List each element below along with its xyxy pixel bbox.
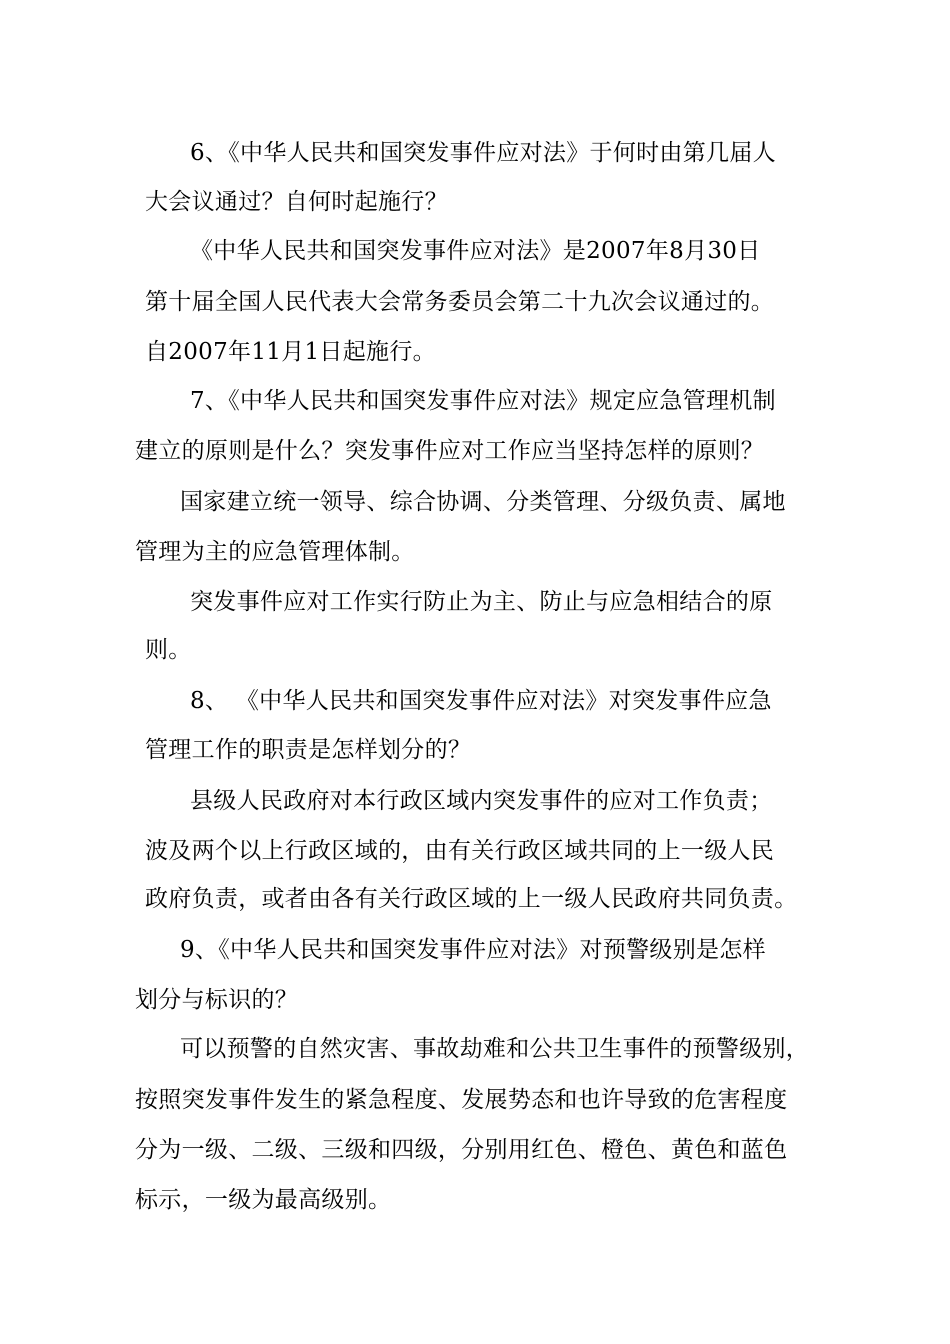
answer-6-line-1: 《中华人民共和国突发事件应对法》是2007年8月30日 [190, 238, 761, 264]
answer-7-line-4: 则。 [145, 637, 192, 663]
answer-7-line-2: 管理为主的应急管理体制。 [135, 539, 415, 565]
question-6-line-2: 大会议通过？自何时起施行？ [145, 189, 448, 215]
question-8-line-2: 管理工作的职责是怎样划分的？ [145, 737, 472, 763]
answer-7-line-3: 突发事件应对工作实行防止为主、防止与应急相结合的原 [190, 589, 773, 615]
answer-8-line-1: 县级人民政府对本行政区域内突发事件的应对工作负责； [190, 788, 773, 814]
question-7-line-1: 7、《中华人民共和国突发事件应对法》规定应急管理机制 [190, 388, 776, 414]
answer-9-line-3: 分为一级、二级、三级和四级，分别用红色、橙色、黄色和蓝色 [135, 1137, 788, 1163]
answer-9-line-4: 标示，一级为最高级别。 [135, 1187, 392, 1213]
answer-8-line-3: 政府负责，或者由各有关行政区域的上一级人民政府共同负责。 [145, 886, 798, 912]
question-9-line-1: 9、《中华人民共和国突发事件应对法》对预警级别是怎样 [180, 937, 766, 963]
answer-6-line-3: 自2007年11月1日起施行。 [145, 339, 436, 365]
answer-9-line-2: 按照突发事件发生的紧急程度、发展势态和也许导致的危害程度 [135, 1087, 788, 1113]
answer-6-line-2: 第十届全国人民代表大会常务委员会第二十九次会议通过的。 [145, 289, 775, 315]
question-9-line-2: 划分与标识的？ [135, 987, 299, 1013]
answer-8-line-2: 波及两个以上行政区域的，由有关行政区域共同的上一级人民 [145, 838, 775, 864]
answer-9-line-1: 可以预警的自然灾害、事故劫难和公共卫生事件的预警级别， [180, 1036, 810, 1062]
answer-7-line-1: 国家建立统一领导、综合协调、分类管理、分级负责、属地 [180, 489, 786, 515]
question-6-line-1: 6、《中华人民共和国突发事件应对法》于何时由第几届人 [190, 140, 776, 166]
question-8-line-1: 8、 《中华人民共和国突发事件应对法》对突发事件应急 [190, 688, 772, 714]
question-7-line-2: 建立的原则是什么？突发事件应对工作应当坚持怎样的原则？ [135, 438, 765, 464]
